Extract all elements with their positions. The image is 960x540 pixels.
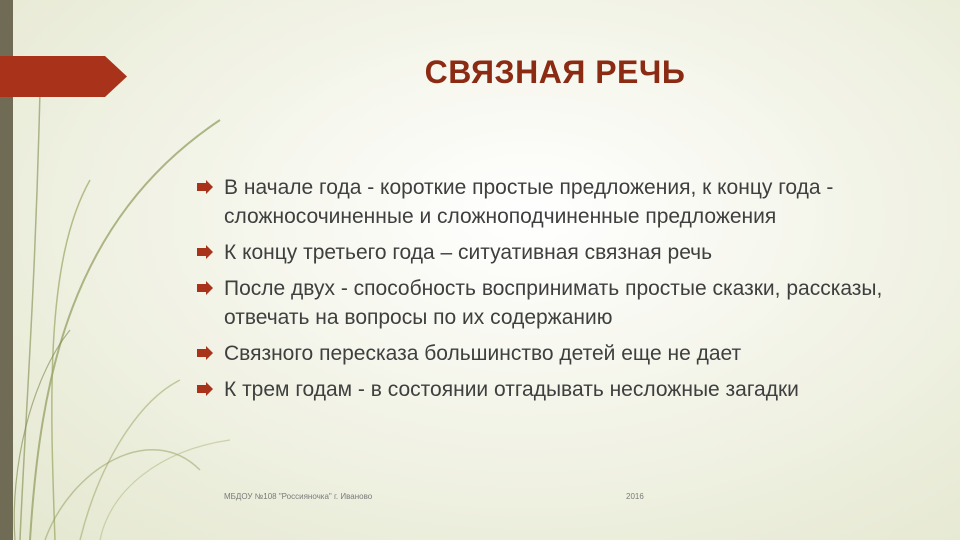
arrow-bullet-icon bbox=[197, 281, 213, 295]
bullet-text: После двух - способность воспринимать простые сказки, рассказы, отвечать на вопросы по их содержанию bbox=[224, 277, 883, 329]
footer-year: 2016 bbox=[626, 492, 644, 501]
bullet-text: В начале года - короткие простые предложения, к концу года - сложносочиненные и сложноподчиненные предложения bbox=[224, 176, 834, 228]
arrow-bullet-icon bbox=[197, 245, 213, 259]
bullet-item bbox=[197, 339, 947, 368]
bullet-item bbox=[197, 274, 947, 332]
arrow-bullet-icon bbox=[197, 180, 213, 194]
title-arrow-shape bbox=[0, 56, 127, 97]
slide-title: СВЯЗНАЯ РЕЧЬ bbox=[424, 54, 686, 90]
bullet-item bbox=[197, 238, 947, 267]
bullet-item bbox=[197, 375, 947, 404]
bullet-text: Связного пересказа большинство детей еще не дает bbox=[224, 342, 742, 365]
bullet-item bbox=[197, 173, 947, 231]
footer-organization: МБДОУ №108 "Россияночка" г. Иваново bbox=[224, 492, 373, 501]
bullet-list bbox=[197, 173, 947, 411]
arrow-bullet-icon bbox=[197, 382, 213, 396]
bullet-text: К трем годам - в состоянии отгадывать несложные загадки bbox=[224, 378, 799, 401]
bullet-text: К концу третьего года – ситуативная связная речь bbox=[224, 241, 713, 264]
arrow-bullet-icon bbox=[197, 346, 213, 360]
